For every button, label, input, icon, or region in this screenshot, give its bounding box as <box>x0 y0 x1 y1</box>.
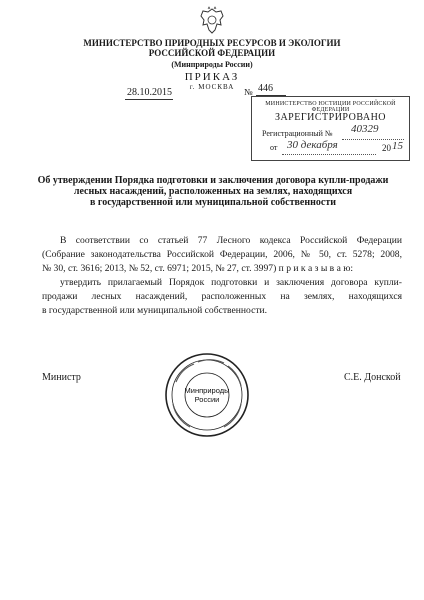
signatory-position: Министр <box>42 372 81 383</box>
stamp-date-line <box>282 154 376 155</box>
body-p1-line2: (Собрание законодательства Российской Федерации, 2006, № 50, ст. 5278; 2008, <box>42 249 402 260</box>
seal-center-line1: Минприроды <box>184 386 230 395</box>
document-date: 28.10.2015 <box>127 87 172 98</box>
registration-stamp <box>251 96 410 161</box>
document-title <box>28 175 398 208</box>
body-p1-line1: В соответствии со статьей 77 Лесного кодекса Российской Федерации <box>60 235 402 246</box>
ministry-line-2: РОССИЙСКОЙ ФЕДЕРАЦИИ <box>148 48 276 58</box>
body-p2-line3: в государственной или муниципальной собственности. <box>42 305 268 316</box>
stamp-from-label: от <box>270 143 278 152</box>
stamp-org: МИНИСТЕРСТВО ЮСТИЦИИ РОССИЙСКОЙ ФЕДЕРАЦИИ <box>265 101 396 113</box>
title-line-2: лесных насаждений, расположенных на землях, находящихся <box>73 186 353 197</box>
official-seal <box>164 352 250 438</box>
body-p2-line1: утвердить прилагаемый Порядок подготовки и заключения договора купли- <box>60 277 402 288</box>
body-p2-line2: продажи лесных насаждений, расположенных на землях, находящихся <box>42 291 402 302</box>
stamp-registered: ЗАРЕГИСТРИРОВАНО <box>274 112 387 123</box>
stamp-reg-number: 40329 <box>351 123 379 135</box>
seal-center-line2: России <box>194 395 220 404</box>
ministry-short-name: (Минприроды России) <box>171 60 253 69</box>
title-line-1: Об утверждении Порядка подготовки и заключения договора купли-продажи <box>37 175 389 186</box>
stamp-date: 30 декабря <box>287 139 338 151</box>
date-underline <box>125 99 173 100</box>
ministry-line-1: МИНИСТЕРСТВО ПРИРОДНЫХ РЕСУРСОВ И ЭКОЛОГИИ <box>83 38 341 48</box>
body-p1-line3: № 30, ст. 3616; 2013, № 52, ст. 6971; 2015, № 27, ст. 3997) п р и к а з ы в а ю: <box>42 263 354 274</box>
coat-of-arms-emblem <box>197 6 227 36</box>
document-type: ПРИКАЗ <box>184 71 240 83</box>
stamp-year-suffix: 15 <box>392 140 403 152</box>
signatory-name: С.Е. Донской <box>344 372 401 383</box>
title-line-3: в государственной или муниципальной собственности <box>90 197 336 208</box>
document-city: г. МОСКВА <box>189 83 235 91</box>
stamp-year-prefix: 20 <box>382 143 391 153</box>
number-sign: № <box>244 87 253 97</box>
stamp-reg-label: Регистрационный № <box>262 129 333 138</box>
ministry-name <box>60 38 364 58</box>
document-number: 446 <box>258 83 273 94</box>
